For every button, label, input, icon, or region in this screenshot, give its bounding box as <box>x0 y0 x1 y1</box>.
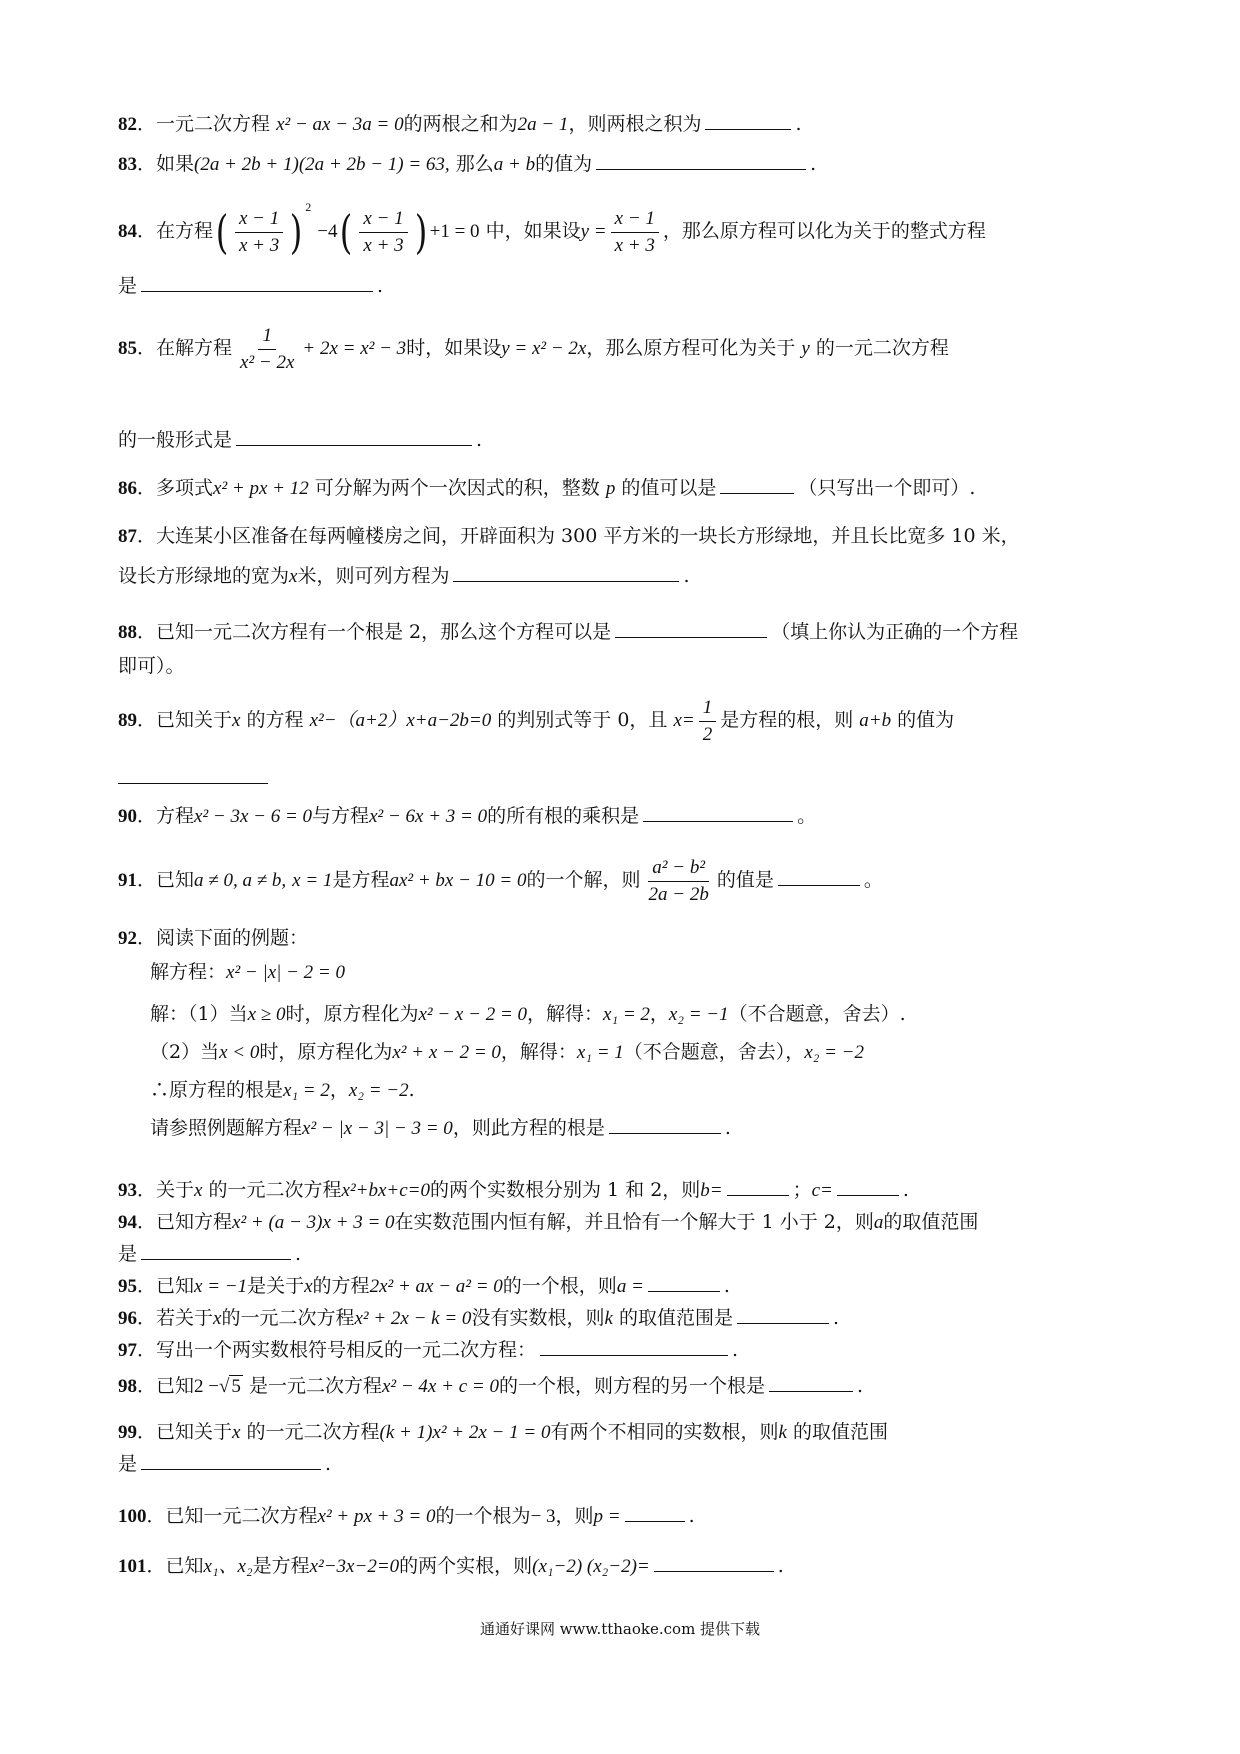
expression: 2 − <box>194 1376 219 1397</box>
numerator: x − 1 <box>235 206 283 233</box>
expression: a+b <box>859 710 892 731</box>
answer-blank[interactable] <box>596 151 806 170</box>
answer-blank[interactable] <box>648 1273 720 1292</box>
question-text: 解方程： <box>150 961 227 983</box>
expression: x < 0 <box>219 1042 260 1063</box>
question-text: ， <box>649 1003 669 1025</box>
question-text: 的一个解，则 <box>526 869 641 891</box>
answer-blank[interactable] <box>705 111 791 130</box>
example-line-1 <box>150 956 345 989</box>
question-text: ，解得： <box>527 1003 604 1025</box>
question-text: 可分解为两个一次因式的积，整数 <box>314 477 600 499</box>
question-text: 的取值范围是 <box>618 1307 733 1329</box>
question-text: 没有实数根，则 <box>471 1307 605 1329</box>
expression: x₂ = −2 <box>348 1080 409 1101</box>
expression: x ≥ 0 <box>247 1004 286 1025</box>
question-text: （不合题意，舍去）. <box>728 1003 906 1025</box>
punctuation: 。 <box>863 869 883 891</box>
equation: x² + x − 2 = 0 <box>392 1042 501 1063</box>
question-text: 是一元二次方程 <box>248 1375 382 1397</box>
question-text: ．在方程 <box>137 220 214 242</box>
equation: 2x² + ax − a² = 0 <box>369 1276 503 1297</box>
question-text: （只写出一个即可）. <box>798 477 976 499</box>
punctuation: . <box>777 1555 784 1577</box>
question-text: 的一元二次方程 <box>221 1307 355 1329</box>
expression: x₁ = 2 <box>283 1080 330 1101</box>
equation: x² + (a − 3)x + 3 = 0 <box>232 1212 395 1233</box>
question-85-line2 <box>118 424 482 456</box>
equation: x² − x − 2 = 0 <box>418 1004 528 1025</box>
denominator: x + 3 <box>238 234 280 256</box>
question-85 <box>118 318 1128 379</box>
expression: x = −1 <box>194 1276 248 1297</box>
example-line-3 <box>150 1036 864 1069</box>
question-99 <box>118 1416 1128 1449</box>
question-text: ．写出一个两实数根符号相反的一元二次方程： <box>137 1339 537 1361</box>
question-text: 是 <box>118 275 138 297</box>
question-text: 的值可以是 <box>621 477 717 499</box>
question-text: 的判别式等于 0，且 <box>497 709 668 731</box>
question-text: 是 <box>118 1243 138 1265</box>
punctuation: . <box>724 1117 731 1139</box>
question-text: ．在解方程 <box>137 337 233 359</box>
punctuation: . <box>856 1375 864 1397</box>
question-text: 时，原方程化为 <box>285 1003 419 1025</box>
equation: x² − |x − 3| − 3 = 0 <box>302 1118 453 1139</box>
question-number: 101 <box>118 1556 147 1577</box>
answer-blank[interactable] <box>643 803 793 822</box>
question-96 <box>118 1302 1128 1335</box>
question-text: ．一元二次方程 <box>137 113 271 135</box>
question-text: 的值为 <box>535 153 593 175</box>
question-text: 的一般形式是 <box>118 429 233 451</box>
question-text: ．多项式 <box>137 477 214 499</box>
right-paren: ) <box>289 205 303 259</box>
left-paren: ( <box>340 205 353 259</box>
question-number: 85 <box>118 338 137 359</box>
denominator: x + 3 <box>363 234 404 256</box>
question-text: （不合题意，舍去）， <box>623 1041 805 1063</box>
question-text: 是方程 <box>332 869 390 891</box>
answer-blank[interactable] <box>540 1337 728 1356</box>
question-text: ，则 <box>555 1505 594 1527</box>
question-text: （填上你认为正确的一个方程 <box>771 621 1019 643</box>
question-text: 的取值范围 <box>883 1211 979 1233</box>
question-text: ．方程 <box>137 805 195 827</box>
numerator: a² − b² <box>648 855 709 882</box>
question-number: 100 <box>118 1506 147 1527</box>
answer-blank[interactable] <box>118 765 268 784</box>
question-88 <box>118 616 1128 649</box>
equation: (k + 1)x² + 2x − 1 = 0 <box>379 1422 551 1443</box>
question-number: 97 <box>118 1340 137 1361</box>
question-text: 设长方形绿地的宽为 <box>118 565 290 587</box>
question-number: 90 <box>118 806 137 827</box>
punctuation: 。 <box>797 805 817 827</box>
punctuation: . <box>795 113 802 135</box>
question-101 <box>118 1550 1128 1583</box>
answer-blank[interactable] <box>141 273 373 292</box>
punctuation: . <box>325 1453 332 1475</box>
question-text: ，那么原方程可化为关于 <box>586 337 796 359</box>
question-text: 请参照例题解方程 <box>150 1117 303 1139</box>
question-text: ∴原方程的根是 <box>150 1079 284 1101</box>
expression: a ≠ 0, a ≠ b, <box>194 870 287 891</box>
question-text: ， <box>329 1079 349 1101</box>
expression: x₁ = 1 <box>576 1042 624 1063</box>
answer-blank[interactable] <box>778 867 860 886</box>
question-text: ．已知 <box>146 1555 204 1577</box>
question-text: 是方程 <box>252 1555 310 1577</box>
question-text: ．已知一元二次方程有一个根是 2，那么这个方程可以是 <box>137 621 612 643</box>
fraction <box>699 695 717 748</box>
question-92 <box>118 922 1128 955</box>
punctuation: . <box>688 1505 695 1527</box>
question-text: 的取值范围 <box>792 1421 888 1443</box>
answer-blank[interactable] <box>625 1503 685 1522</box>
expression: x² + px + 12 <box>213 478 309 499</box>
question-95 <box>118 1270 1128 1303</box>
variable: x <box>304 1276 313 1297</box>
fraction <box>235 206 283 259</box>
question-text: 有两个不相同的实数根，则 <box>550 1421 779 1443</box>
fraction <box>236 323 298 376</box>
variable: a <box>873 1212 884 1233</box>
answer-blank[interactable] <box>141 1241 291 1260</box>
question-text: ．如果 <box>137 153 195 175</box>
question-text: 米，则可列方程为 <box>297 565 450 587</box>
variable: p <box>605 478 616 499</box>
question-text: ．阅读下面的例题： <box>137 927 309 949</box>
expression: (x₁−2) (x₂−2)= <box>532 1556 650 1577</box>
question-91 <box>118 848 1128 913</box>
answer-blank[interactable] <box>236 427 472 446</box>
question-text: 的所有根的乘积是 <box>487 805 640 827</box>
expression: y = x² − 2x <box>501 338 587 359</box>
question-text: 的一元二次方程 <box>815 337 949 359</box>
question-text: ．已知关于 <box>137 1421 233 1443</box>
question-text: 的两个实根，则 <box>399 1555 533 1577</box>
equation: + 2x = x² − 3 <box>302 338 407 359</box>
answer-blank-b[interactable] <box>727 1177 789 1196</box>
punctuation: . <box>832 1307 839 1329</box>
question-text: ．大连某小区准备在每两幢楼房之间，开辟面积为 300 平方米的一块长方形绿地，并且长比宽多 10 米， <box>137 525 1020 547</box>
question-text: ．关于 <box>137 1179 195 1201</box>
denominator: 2a − 2b <box>648 883 709 905</box>
sqrt-radicand: 5 <box>231 1376 241 1397</box>
example-line-4 <box>150 1074 415 1107</box>
numerator: 1 <box>699 695 717 722</box>
question-94 <box>118 1206 1128 1239</box>
fraction <box>645 855 713 908</box>
right-paren: ) <box>414 205 427 259</box>
question-number: 82 <box>118 114 137 135</box>
expression: x₁、x₂ <box>203 1556 253 1577</box>
expression: p = <box>593 1506 621 1527</box>
equation: x²−（a+2）x+a−2b=0 <box>309 710 492 731</box>
minus-four: −4 <box>317 221 338 242</box>
question-text: ，解得： <box>500 1041 577 1063</box>
question-number: 89 <box>118 710 137 731</box>
question-89-line2 <box>118 762 272 794</box>
question-100 <box>118 1500 1128 1533</box>
question-text: 解：（1）当 <box>150 1003 248 1025</box>
expression: +1 = 0 <box>429 221 480 242</box>
punctuation: . <box>810 153 817 175</box>
expression: 2a − 1 <box>517 114 569 135</box>
answer-blank[interactable] <box>737 1305 829 1324</box>
expression: x= <box>673 710 695 731</box>
answer-blank[interactable] <box>609 1115 721 1134</box>
question-97 <box>118 1334 1128 1367</box>
expression: a + b <box>493 154 536 175</box>
question-text: ，则两根之积为 <box>568 113 702 135</box>
question-90 <box>118 800 1128 833</box>
question-text: 的两个实数根分别为 1 和 2，则 <box>429 1179 701 1201</box>
question-text: ．已知 <box>137 1275 195 1297</box>
page-footer: 通通好课网 www.tthaoke.com 提供下载 <box>479 1620 761 1638</box>
variable: x <box>232 1422 241 1443</box>
question-text: 的值是 <box>716 869 774 891</box>
question-text: 时，如果设 <box>406 337 502 359</box>
expression: x₁ = 2 <box>603 1004 650 1025</box>
question-number: 83 <box>118 154 137 175</box>
question-number: 99 <box>118 1422 137 1443</box>
exponent: 2 <box>305 200 312 214</box>
variable: x <box>232 710 241 731</box>
question-number: 92 <box>118 928 137 949</box>
question-number: 84 <box>118 221 137 242</box>
variable: y <box>801 338 810 359</box>
example-line-5 <box>150 1112 731 1145</box>
punctuation: . <box>902 1179 909 1201</box>
question-text: 的值为 <box>897 709 955 731</box>
equation: x² − ax − 3a = 0 <box>276 114 404 135</box>
fraction <box>359 206 407 259</box>
question-text: ．已知关于 <box>137 709 233 731</box>
equation: x²+bx+c=0 <box>341 1180 430 1201</box>
question-number: 86 <box>118 478 137 499</box>
question-number: 93 <box>118 1180 137 1201</box>
question-number: 98 <box>118 1376 137 1397</box>
question-text: 在实数范围内恒有解，并且恰有一个解大于 1 小于 2，则 <box>394 1211 874 1233</box>
question-text: （2）当 <box>150 1041 220 1063</box>
punctuation: . <box>295 1243 302 1265</box>
question-number: 96 <box>118 1308 137 1329</box>
question-87-line2 <box>118 560 690 593</box>
answer-blank[interactable] <box>141 1451 321 1470</box>
question-text: ．已知 <box>137 1375 195 1397</box>
fraction <box>611 206 659 259</box>
question-number: 94 <box>118 1212 137 1233</box>
question-text: 的方程 <box>312 1275 370 1297</box>
question-text: ，则此方程的根是 <box>452 1117 605 1139</box>
question-number: 95 <box>118 1276 137 1297</box>
question-89 <box>118 690 1128 751</box>
expression: x = 1 <box>292 870 333 891</box>
question-text: ，那么原方程可以化为关于的整式方程 <box>662 220 986 242</box>
question-82 <box>118 108 1128 141</box>
variable: k <box>778 1422 787 1443</box>
question-number: 91 <box>118 870 137 891</box>
denominator: x² − 2x <box>240 351 295 373</box>
question-88-line2 <box>118 650 185 682</box>
equation: x² − |x| − 2 = 0 <box>226 962 345 983</box>
numerator: x − 1 <box>611 206 659 233</box>
question-87 <box>118 520 1128 553</box>
answer-blank-c[interactable] <box>837 1177 899 1196</box>
question-text: . <box>408 1079 415 1101</box>
question-text: 的一个根，则 <box>502 1275 617 1297</box>
question-text: ．已知方程 <box>137 1211 233 1233</box>
question-text: 的一个根为 <box>435 1505 531 1527</box>
question-text: 是关于 <box>247 1275 305 1297</box>
equation: x² + px + 3 = 0 <box>317 1506 436 1527</box>
variable-label: y = <box>580 221 607 242</box>
question-94-line2 <box>118 1238 301 1270</box>
punctuation: . <box>723 1275 730 1297</box>
example-line-2 <box>150 998 906 1031</box>
question-93 <box>118 1174 1128 1207</box>
question-text: 是 <box>118 1453 138 1475</box>
expression: c= <box>811 1180 833 1201</box>
equation: (2a + 2b + 1)(2a + 2b − 1) = 63, <box>194 154 450 175</box>
numerator: x − 1 <box>359 206 407 233</box>
equation: x² − 3x − 6 = 0 <box>194 806 313 827</box>
expression: x₂ = −2 <box>804 1042 864 1063</box>
question-text: 的两根之和为 <box>403 113 518 135</box>
denominator: x + 3 <box>614 234 655 256</box>
variable: x <box>194 1180 203 1201</box>
answer-blank[interactable] <box>769 1373 853 1392</box>
question-text: 的一元二次方程 <box>246 1421 380 1443</box>
expression: b= <box>700 1180 723 1201</box>
left-paren: ( <box>215 205 229 259</box>
question-99-line2 <box>118 1448 331 1480</box>
question-84 <box>118 196 1128 267</box>
variable: x <box>213 1308 222 1329</box>
punctuation: . <box>377 275 384 297</box>
equation: x²−3x−2=0 <box>309 1556 400 1577</box>
equation: ax² + bx − 10 = 0 <box>389 870 527 891</box>
equation: x² − 4x + c = 0 <box>381 1376 499 1397</box>
question-text: ．已知一元二次方程 <box>146 1505 318 1527</box>
punctuation: . <box>683 565 690 587</box>
question-text: 即可）。 <box>118 655 185 677</box>
sqrt-sign: √ <box>218 1376 230 1397</box>
question-84-line2 <box>118 270 383 302</box>
denominator: 2 <box>702 723 713 745</box>
question-text: ．已知 <box>137 869 195 891</box>
answer-blank[interactable] <box>654 1553 774 1572</box>
question-text: 与方程 <box>312 805 370 827</box>
answer-blank[interactable] <box>615 619 767 638</box>
question-86 <box>118 472 1128 505</box>
punctuation: . <box>476 429 483 451</box>
question-text: 的一个根，则方程的另一个根是 <box>498 1375 765 1397</box>
equation: x² − 6x + 3 = 0 <box>369 806 488 827</box>
expression: a = <box>616 1276 644 1297</box>
question-text: 时，原方程化为 <box>259 1041 393 1063</box>
variable: k <box>604 1308 613 1329</box>
question-text: 是方程的根，则 <box>720 709 854 731</box>
question-number: 87 <box>118 526 137 547</box>
variable: x <box>289 566 298 587</box>
answer-blank[interactable] <box>720 475 794 494</box>
question-text: 的方程 <box>246 709 304 731</box>
question-text: 那么 <box>455 153 494 175</box>
question-83 <box>118 148 1128 181</box>
question-text: 的一元二次方程 <box>208 1179 342 1201</box>
expression: − 3 <box>530 1506 556 1527</box>
equation: x² + 2x − k = 0 <box>354 1308 472 1329</box>
question-text: 中，如果设 <box>485 220 581 242</box>
punctuation: . <box>732 1339 739 1361</box>
question-number: 88 <box>118 622 137 643</box>
answer-blank[interactable] <box>453 563 679 582</box>
punctuation: ； <box>792 1179 812 1201</box>
question-text: ．若关于 <box>137 1307 214 1329</box>
question-98 <box>118 1370 1128 1403</box>
numerator: 1 <box>258 323 276 350</box>
expression: x₂ = −1 <box>668 1004 729 1025</box>
